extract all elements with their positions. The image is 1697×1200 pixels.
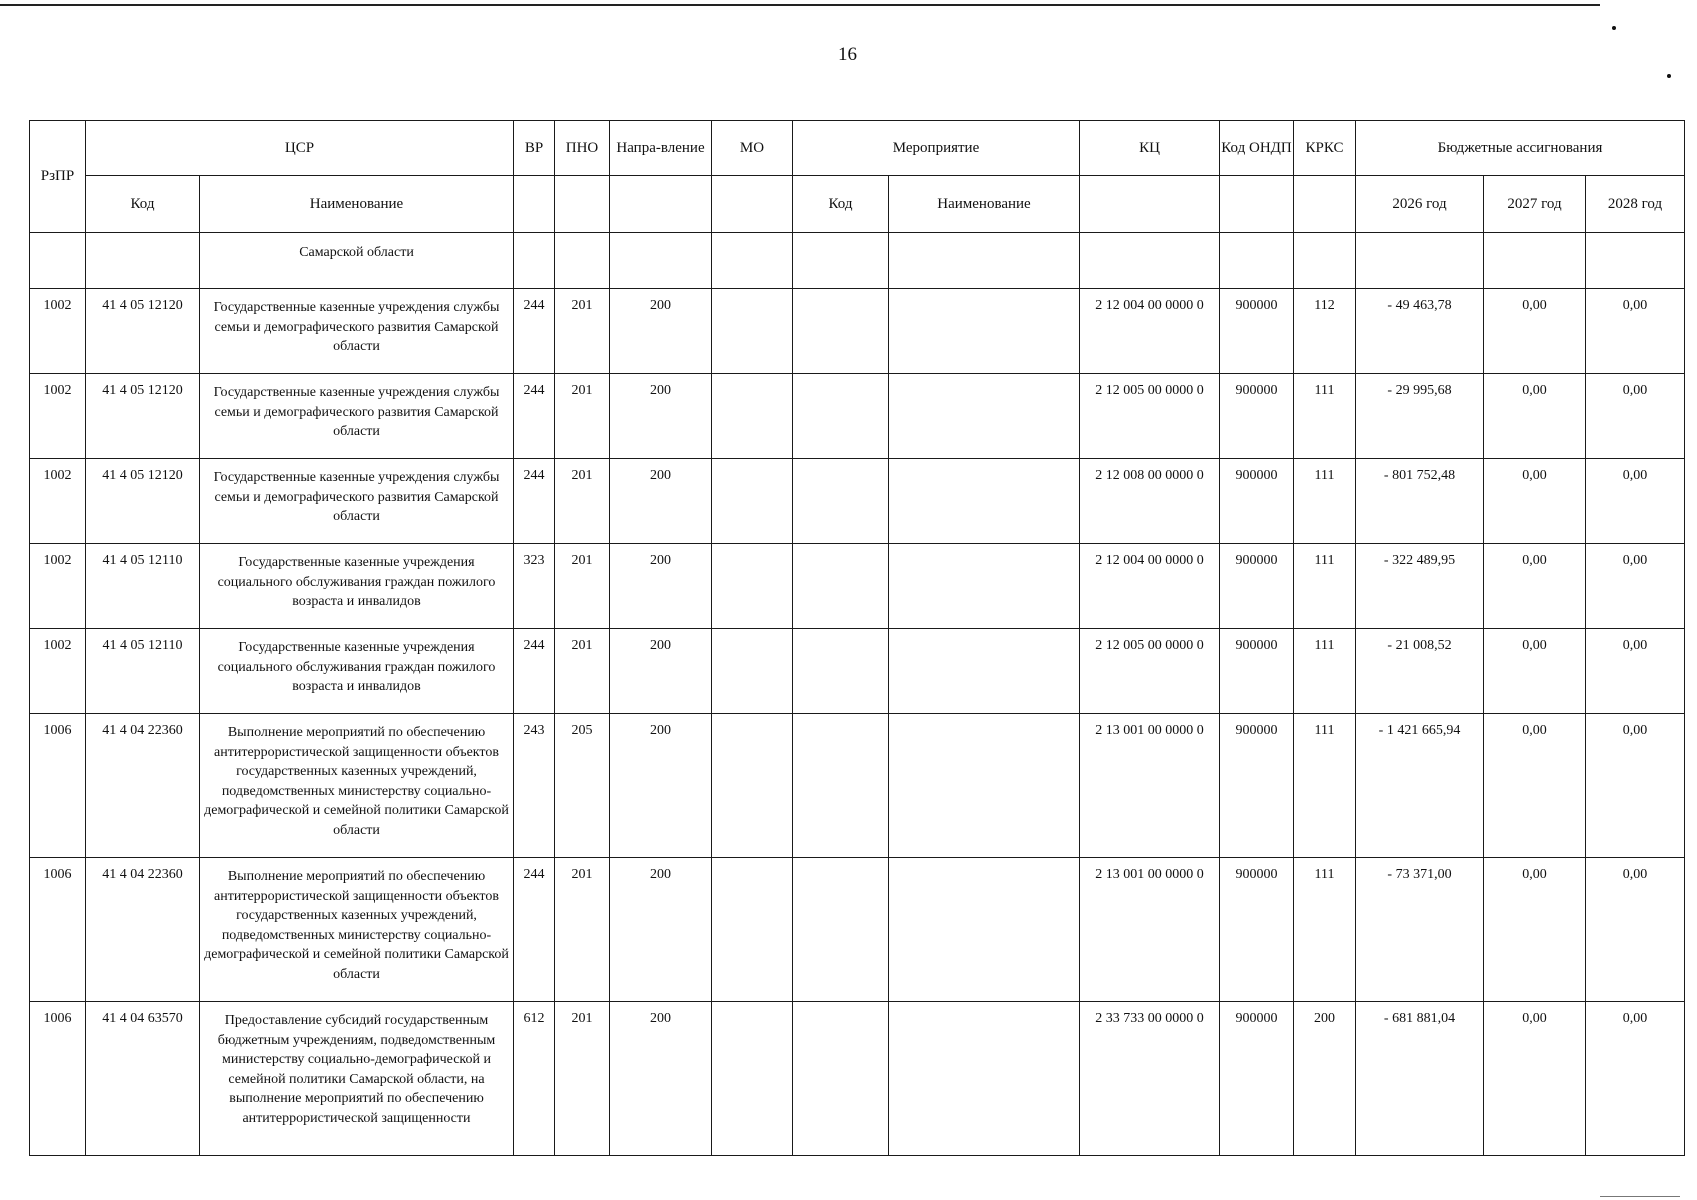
cell-kc: 2 12 005 00 0000 0 [1080, 629, 1220, 714]
cell-event-name [889, 459, 1080, 544]
header-empty [514, 176, 555, 233]
header-year-2028: 2028 год [1586, 176, 1685, 233]
scan-speck [1612, 26, 1616, 30]
page-number: 16 [838, 44, 857, 65]
header-row-2 [30, 176, 1685, 233]
header-krks: КРКС [1294, 121, 1356, 176]
continuation-row [30, 233, 1685, 289]
cell-mo [712, 1002, 793, 1156]
cell-csr-code: 41 4 05 12110 [86, 629, 200, 714]
cell-krks: 111 [1294, 374, 1356, 459]
cell-event-code [793, 714, 889, 858]
cell-event-code [793, 1002, 889, 1156]
header-csr: ЦСР [86, 121, 514, 176]
cell-amount-2026: - 681 881,04 [1356, 1002, 1484, 1156]
cell-csr-name: Государственные казенные учреждения службы семьи и демографического развития Самарской области [200, 374, 514, 459]
cell-direction: 200 [610, 1002, 712, 1156]
cell-vr: 244 [514, 459, 555, 544]
cell-event-name [889, 374, 1080, 459]
cell-event-name [889, 544, 1080, 629]
cell-csr-code: 41 4 05 12110 [86, 544, 200, 629]
cell-csr-name: Государственные казенные учреждения социального обслуживания граждан пожилого возраста и инвалидов [200, 629, 514, 714]
cell-mo [712, 459, 793, 544]
continuation-text: Самарской области [200, 233, 514, 289]
cell-krks: 200 [1294, 1002, 1356, 1156]
header-event-code: Код [793, 176, 889, 233]
cell-event-name [889, 714, 1080, 858]
cell-event-name [889, 1002, 1080, 1156]
cell-mo [712, 289, 793, 374]
cell-amount-2027: 0,00 [1484, 459, 1586, 544]
cell-vr: 244 [514, 289, 555, 374]
bottom-edge-line [1600, 1196, 1680, 1197]
cell-amount-2028: 0,00 [1586, 1002, 1685, 1156]
cell-rzpr: 1002 [30, 459, 86, 544]
cell-vr: 243 [514, 714, 555, 858]
cell-rzpr: 1002 [30, 629, 86, 714]
cell-amount-2028: 0,00 [1586, 714, 1685, 858]
cell-csr-code: 41 4 04 63570 [86, 1002, 200, 1156]
cell-pno: 201 [555, 629, 610, 714]
cell-pno: 205 [555, 714, 610, 858]
cell-mo [712, 858, 793, 1002]
cell-amount-2026: - 73 371,00 [1356, 858, 1484, 1002]
header-row-1 [30, 121, 1685, 176]
cell-vr: 244 [514, 858, 555, 1002]
header-mo: МО [712, 121, 793, 176]
cell-kc: 2 13 001 00 0000 0 [1080, 858, 1220, 1002]
cell-kc: 2 12 008 00 0000 0 [1080, 459, 1220, 544]
cell-csr-code: 41 4 05 12120 [86, 374, 200, 459]
cell-csr-code: 41 4 05 12120 [86, 289, 200, 374]
cell-vr: 323 [514, 544, 555, 629]
cell-amount-2028: 0,00 [1586, 629, 1685, 714]
cell-direction: 200 [610, 459, 712, 544]
scan-speck [1667, 74, 1671, 78]
cell-csr-code: 41 4 04 22360 [86, 858, 200, 1002]
cell-ondp: 900000 [1220, 544, 1294, 629]
cell-vr: 612 [514, 1002, 555, 1156]
header-event: Мероприятие [793, 121, 1080, 176]
cell-event-code [793, 629, 889, 714]
cell-event-code [793, 544, 889, 629]
cell-krks: 112 [1294, 289, 1356, 374]
cell-amount-2026: - 29 995,68 [1356, 374, 1484, 459]
cell-krks: 111 [1294, 858, 1356, 1002]
cell-pno: 201 [555, 858, 610, 1002]
cell-amount-2026: - 1 421 665,94 [1356, 714, 1484, 858]
cell-rzpr: 1006 [30, 714, 86, 858]
table-row [30, 629, 1685, 714]
cell-pno: 201 [555, 459, 610, 544]
cell-amount-2028: 0,00 [1586, 374, 1685, 459]
cell-pno: 201 [555, 1002, 610, 1156]
cell-ondp: 900000 [1220, 629, 1294, 714]
top-border-line [0, 4, 1600, 6]
cell-amount-2027: 0,00 [1484, 544, 1586, 629]
cell-amount-2028: 0,00 [1586, 459, 1685, 544]
cell-event-name [889, 629, 1080, 714]
header-event-name: Наименование [889, 176, 1080, 233]
header-vr: ВР [514, 121, 555, 176]
header-empty [712, 176, 793, 233]
cell-event-code [793, 858, 889, 1002]
table-row [30, 544, 1685, 629]
cell-amount-2027: 0,00 [1484, 714, 1586, 858]
table-row [30, 714, 1685, 858]
header-empty [1294, 176, 1356, 233]
table-row [30, 1002, 1685, 1156]
cell-kc: 2 33 733 00 0000 0 [1080, 1002, 1220, 1156]
cell-ondp: 900000 [1220, 459, 1294, 544]
cell-mo [712, 374, 793, 459]
table-row [30, 374, 1685, 459]
header-rzpr: РзПР [30, 121, 86, 233]
cell-krks: 111 [1294, 544, 1356, 629]
cell-event-name [889, 858, 1080, 1002]
cell-kc: 2 12 005 00 0000 0 [1080, 374, 1220, 459]
cell-rzpr: 1002 [30, 374, 86, 459]
cell-direction: 200 [610, 544, 712, 629]
header-budget: Бюджетные ассигнования [1356, 121, 1685, 176]
cell-ondp: 900000 [1220, 714, 1294, 858]
cell-csr-name: Предоставление субсидий государственным бюджетным учреждениям, подведомственным министерству социально-демографической и семейной политики Самарской области, на выполнение мероприятий по обеспечению антитеррористической защищенности [200, 1002, 514, 1156]
cell-direction: 200 [610, 629, 712, 714]
header-empty [1080, 176, 1220, 233]
cell-ondp: 900000 [1220, 858, 1294, 1002]
cell-amount-2028: 0,00 [1586, 858, 1685, 1002]
cell-rzpr: 1006 [30, 858, 86, 1002]
cell-mo [712, 714, 793, 858]
cell-mo [712, 629, 793, 714]
cell-ondp: 900000 [1220, 374, 1294, 459]
cell-mo [712, 544, 793, 629]
cell-kc: 2 12 004 00 0000 0 [1080, 544, 1220, 629]
cell-amount-2028: 0,00 [1586, 544, 1685, 629]
cell-vr: 244 [514, 629, 555, 714]
header-pno: ПНО [555, 121, 610, 176]
cell-csr-name: Выполнение мероприятий по обеспечению антитеррористической защищенности объектов государственных казенных учреждений, подведомственных министерству социально-демографической и семейной политики Самарской области [200, 858, 514, 1002]
cell-amount-2027: 0,00 [1484, 374, 1586, 459]
cell-amount-2026: - 801 752,48 [1356, 459, 1484, 544]
header-empty [610, 176, 712, 233]
cell-event-name [889, 289, 1080, 374]
cell-pno: 201 [555, 374, 610, 459]
header-year-2027: 2027 год [1484, 176, 1586, 233]
cell-rzpr: 1002 [30, 289, 86, 374]
table-row [30, 459, 1685, 544]
header-direction: Напра-вление [610, 121, 712, 176]
cell-direction: 200 [610, 374, 712, 459]
cell-csr-name: Государственные казенные учреждения службы семьи и демографического развития Самарской области [200, 459, 514, 544]
header-kod-ondp: Код ОНДП [1220, 121, 1294, 176]
header-csr-code: Код [86, 176, 200, 233]
cell-krks: 111 [1294, 714, 1356, 858]
cell-amount-2027: 0,00 [1484, 1002, 1586, 1156]
cell-csr-name: Государственные казенные учреждения социального обслуживания граждан пожилого возраста и инвалидов [200, 544, 514, 629]
cell-krks: 111 [1294, 459, 1356, 544]
cell-csr-name: Государственные казенные учреждения службы семьи и демографического развития Самарской области [200, 289, 514, 374]
cell-direction: 200 [610, 289, 712, 374]
cell-ondp: 900000 [1220, 1002, 1294, 1156]
header-kc: КЦ [1080, 121, 1220, 176]
header-year-2026: 2026 год [1356, 176, 1484, 233]
cell-rzpr: 1002 [30, 544, 86, 629]
cell-vr: 244 [514, 374, 555, 459]
cell-rzpr: 1006 [30, 1002, 86, 1156]
cell-pno: 201 [555, 544, 610, 629]
cell-krks: 111 [1294, 629, 1356, 714]
cell-amount-2027: 0,00 [1484, 629, 1586, 714]
cell-csr-name: Выполнение мероприятий по обеспечению антитеррористической защищенности объектов государственных казенных учреждений, подведомственных министерству социально-демографической и семейной политики Самарской области [200, 714, 514, 858]
table-row [30, 289, 1685, 374]
header-empty [555, 176, 610, 233]
cell-amount-2027: 0,00 [1484, 858, 1586, 1002]
cell-event-code [793, 289, 889, 374]
cell-amount-2028: 0,00 [1586, 289, 1685, 374]
cell-amount-2026: - 21 008,52 [1356, 629, 1484, 714]
cell-amount-2026: - 49 463,78 [1356, 289, 1484, 374]
cell-amount-2026: - 322 489,95 [1356, 544, 1484, 629]
cell-kc: 2 13 001 00 0000 0 [1080, 714, 1220, 858]
cell-pno: 201 [555, 289, 610, 374]
cell-event-code [793, 459, 889, 544]
cell-direction: 200 [610, 858, 712, 1002]
budget-table [29, 120, 1685, 1156]
cell-direction: 200 [610, 714, 712, 858]
cell-event-code [793, 374, 889, 459]
table-row [30, 858, 1685, 1002]
cell-kc: 2 12 004 00 0000 0 [1080, 289, 1220, 374]
cell-csr-code: 41 4 05 12120 [86, 459, 200, 544]
header-csr-name: Наименование [200, 176, 514, 233]
cell-csr-code: 41 4 04 22360 [86, 714, 200, 858]
cell-ondp: 900000 [1220, 289, 1294, 374]
header-empty [1220, 176, 1294, 233]
cell-amount-2027: 0,00 [1484, 289, 1586, 374]
